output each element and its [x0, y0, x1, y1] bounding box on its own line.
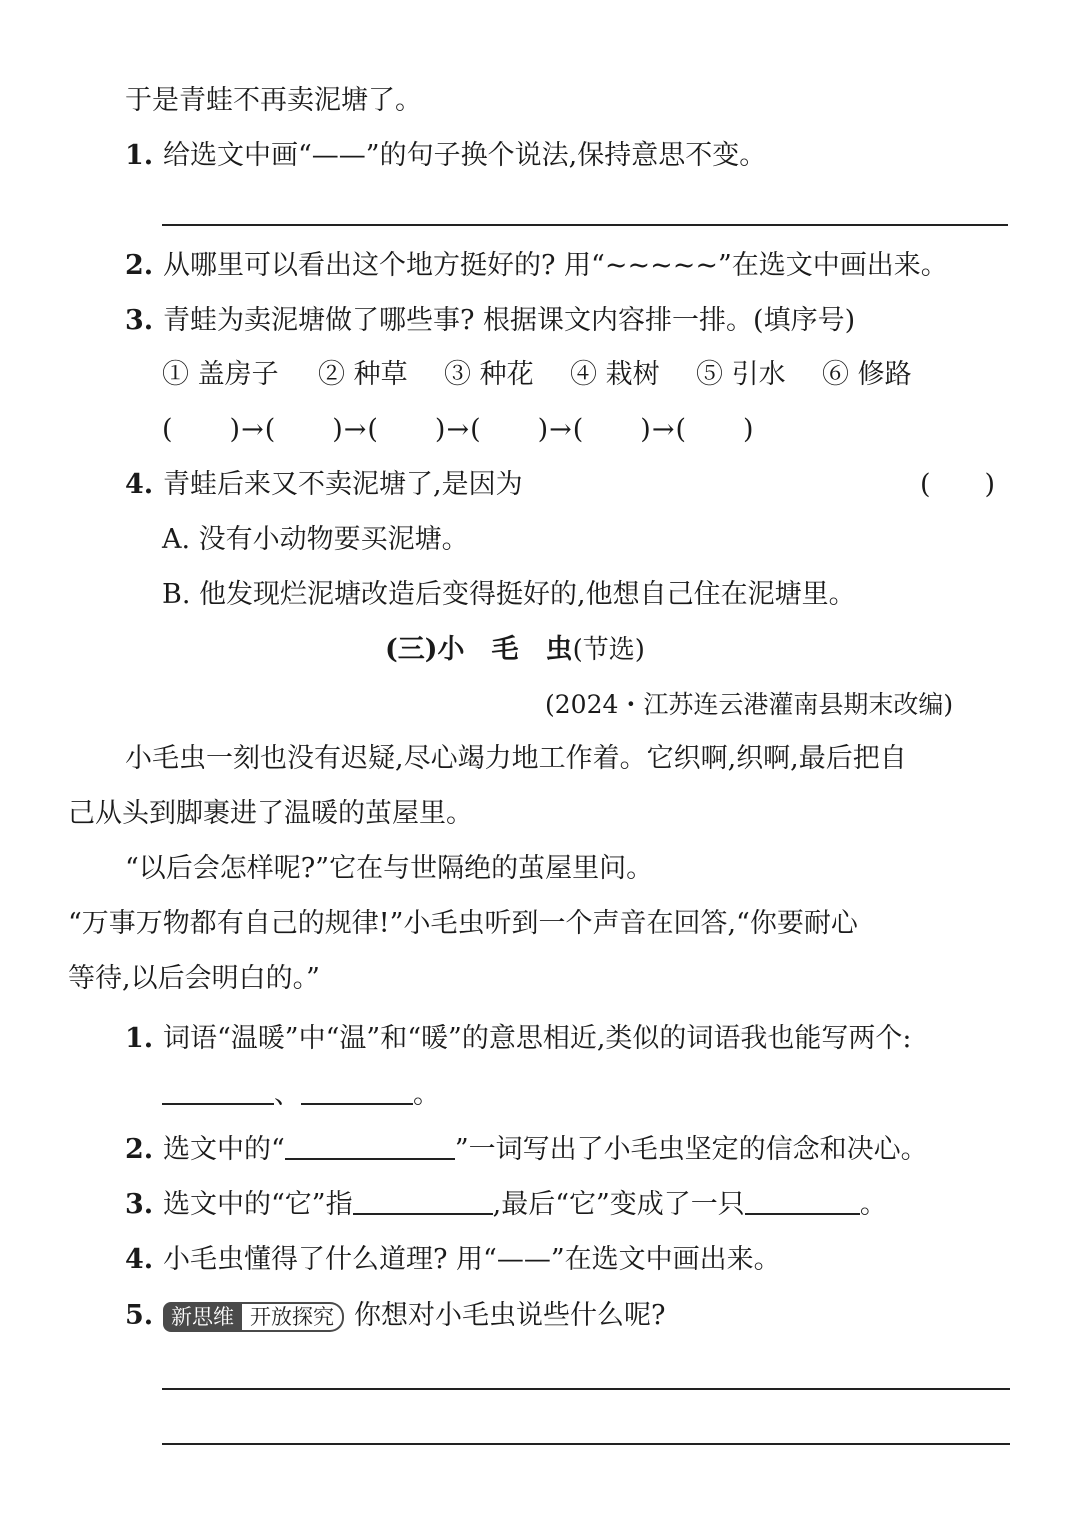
option-item: ⑤ 引水	[696, 359, 786, 390]
badge-light-label: 开放探究	[242, 1302, 344, 1332]
answer-paren[interactable]: ( )	[920, 469, 996, 500]
separator: 、	[274, 1079, 301, 1110]
s2-question-3	[125, 304, 855, 338]
question-text-post: ”一词写出了小毛虫坚定的信念和决心。	[454, 1134, 928, 1165]
question-number: 2.	[125, 250, 154, 281]
end-mark: 。	[859, 1189, 887, 1220]
question-number: 1.	[125, 140, 154, 171]
question-text-pre: 选文中的“它”指	[163, 1189, 353, 1220]
fill-blank[interactable]	[162, 1079, 274, 1105]
option-item: ④ 栽树	[570, 359, 660, 390]
s3-question-4	[125, 1243, 781, 1277]
question-number: 3.	[125, 1189, 154, 1220]
s2-question-2	[125, 249, 948, 283]
fill-blank[interactable]	[285, 1134, 455, 1160]
question-text: 小毛虫懂得了什么道理? 用“——”在选文中画出来。	[163, 1244, 781, 1275]
question-text: 青蛙为卖泥塘做了哪些事? 根据课文内容排一排。(填序号)	[163, 305, 856, 336]
s3-question-5	[125, 1299, 665, 1333]
question-text-mid: ,最后“它”变成了一只	[492, 1189, 745, 1220]
s3-question-3	[125, 1188, 887, 1222]
para2: “以后会怎样呢?”它在与世隔绝的茧屋里问。	[125, 853, 654, 884]
source-note: (2024・江苏连云港灌南县期末改编)	[545, 690, 954, 719]
question-text: 你想对小毛虫说些什么呢?	[354, 1300, 666, 1331]
s2-question-4	[125, 468, 523, 502]
option-item: ⑥ 修路	[822, 359, 912, 390]
question-number: 2.	[125, 1134, 154, 1165]
question-number: 1.	[125, 1023, 154, 1054]
new-thinking-badge	[163, 1302, 344, 1332]
section-title-note: (节选)	[572, 635, 645, 665]
section-title-main: (三)小 毛 虫	[385, 634, 573, 665]
section-title	[385, 633, 645, 667]
question-number: 4.	[125, 469, 154, 500]
fill-blank[interactable]	[745, 1189, 860, 1215]
sequence-blanks[interactable]: ( )→( )→( )→( )→( )→( )	[162, 414, 755, 445]
para1-line2: 己从头到脚裹进了温暖的茧屋里。	[68, 798, 473, 829]
s3-question-1	[125, 1022, 912, 1056]
para3-line1: “万事万物都有自己的规律!”小毛虫听到一个声音在回答,“你要耐心	[68, 908, 858, 939]
para3-line2: 等待,以后会明白的。”	[68, 963, 320, 994]
option-item: ③ 种花	[444, 359, 534, 390]
answer-line[interactable]	[162, 1388, 1010, 1390]
passage-end-line: 于是青蛙不再卖泥塘了。	[125, 85, 422, 116]
end-mark: 。	[413, 1079, 440, 1110]
question-text: 词语“温暖”中“温”和“暖”的意思相近,类似的词语我也能写两个:	[163, 1023, 912, 1054]
s2-question-1	[125, 139, 766, 173]
s3-question-2	[125, 1133, 928, 1167]
option-item: ① 盖房子	[162, 359, 279, 390]
fill-blank[interactable]	[353, 1189, 493, 1215]
option-item: ② 种草	[318, 359, 408, 390]
choice-b: B. 他发现烂泥塘改造后变得挺好的,他想自己住在泥塘里。	[162, 579, 856, 610]
para1-line1: 小毛虫一刻也没有迟疑,尽心竭力地工作着。它织啊,织啊,最后把自	[125, 743, 907, 774]
question-text: 从哪里可以看出这个地方挺好的? 用“~~~~~”在选文中画出来。	[163, 250, 948, 281]
question-text: 给选文中画“——”的句子换个说法,保持意思不变。	[163, 140, 767, 171]
badge-dark-label: 新思维	[163, 1302, 242, 1332]
question-number: 5.	[125, 1300, 154, 1331]
question-text-pre: 选文中的“	[163, 1134, 285, 1165]
s3-q1-blanks	[162, 1078, 440, 1112]
answer-line[interactable]	[162, 1443, 1010, 1445]
question-text: 青蛙后来又不卖泥塘了,是因为	[163, 469, 523, 500]
options-row	[162, 358, 912, 392]
question-number: 4.	[125, 1244, 154, 1275]
fill-blank[interactable]	[301, 1079, 413, 1105]
answer-line[interactable]	[162, 224, 1008, 226]
choice-a: A. 没有小动物要买泥塘。	[162, 524, 469, 555]
question-number: 3.	[125, 305, 154, 336]
